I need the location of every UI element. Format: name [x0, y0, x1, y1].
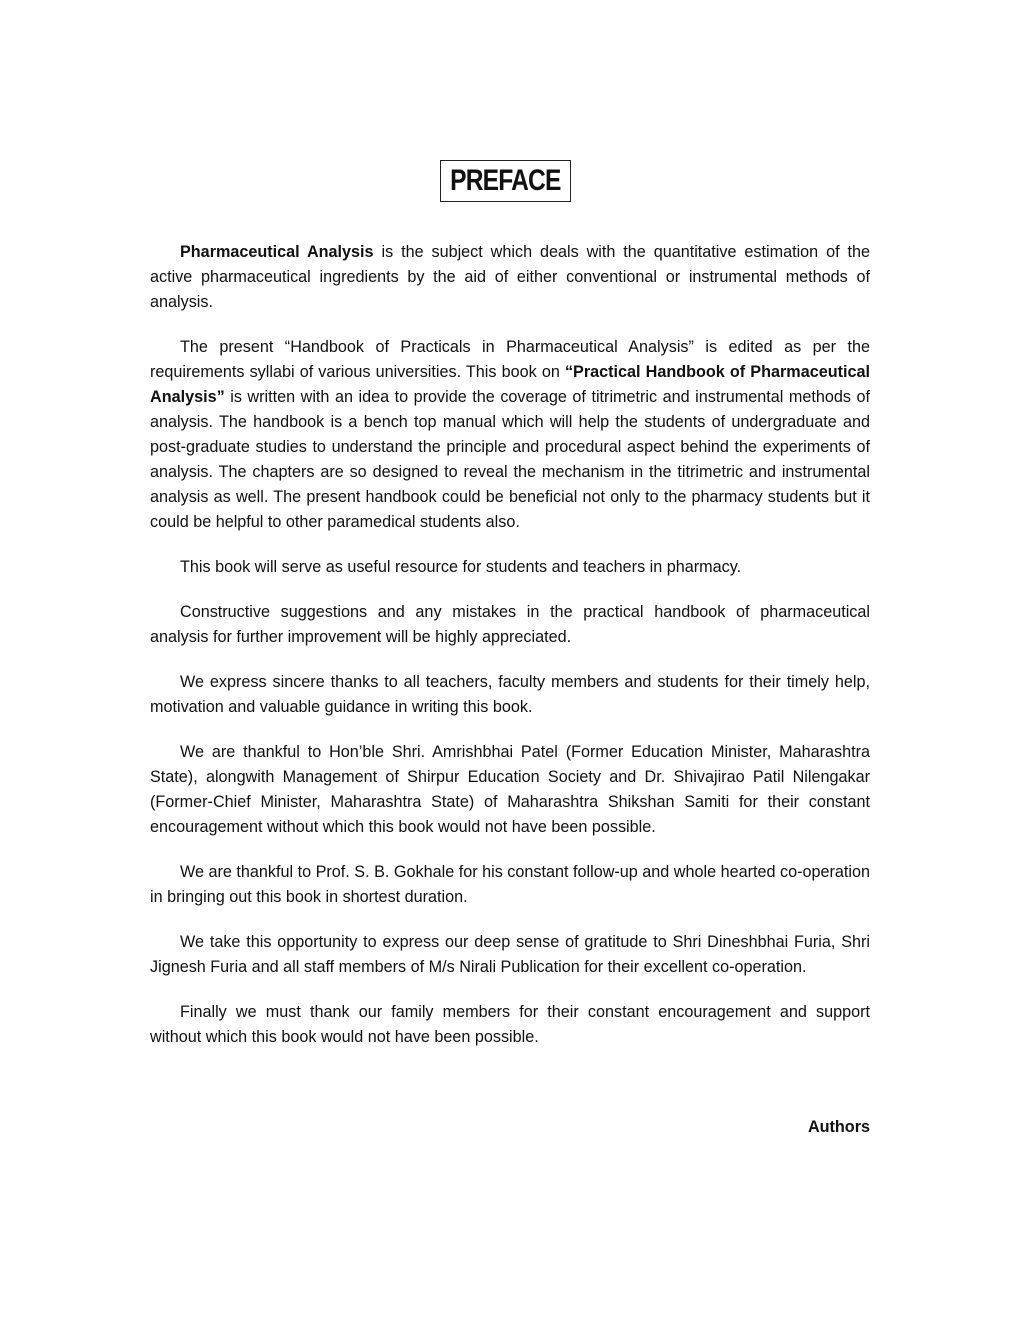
paragraph-text: is the subject which deals with the quantitative estimation of the active pharmaceutical ingredients by the aid of either conventional or instrumental methods of analysis.: [150, 243, 870, 311]
paragraph: [150, 240, 870, 315]
page-title: PREFACE: [450, 164, 561, 197]
paragraph: Constructive suggestions and any mistakes in the practical handbook of pharmaceutical analysis for further improvement will be highly appreciated.: [150, 603, 870, 646]
paragraph-text: is written with an idea to provide the coverage of titrimetric and instrumental methods of analysis. The handbook is a bench top manual which will help the students of undergraduate and post-graduate studies to understand the principle and procedural aspect behind the experiments of analysis. The chapters are so designed to reveal the mechanism in the titrimetric and instrumental analysis as well. The present handbook could be beneficial not only to the pharmacy students but it could be helpful to other paramedical students also.: [150, 388, 870, 531]
paragraph: We are thankful to Hon’ble Shri. Amrishbhai Patel (Former Education Minister, Maharashtra State), alongwith Management of Shirpur Education Society and Dr. Shivajirao Patil Nilengakar (Former-Chief Minister, Maharashtra State) of Maharashtra Shikshan Samiti for their constant encouragement without which this book would not have been possible.: [150, 743, 870, 836]
paragraph: Finally we must thank our family members for their constant encouragement and support without which this book would not have been possible.: [150, 1003, 870, 1046]
bold-book-title: “Practical Handbook of Pharmaceutical Analysis”: [150, 363, 870, 406]
preface-body: [150, 240, 870, 1070]
paragraph: [150, 335, 870, 535]
paragraph: We take this opportunity to express our deep sense of gratitude to Shri Dineshbhai Furia, Shri Jignesh Furia and all staff members of M/s Nirali Publication for their excellent co-operation.: [150, 933, 870, 976]
authors-signature: Authors: [807, 1118, 870, 1136]
paragraph: This book will serve as useful resource for students and teachers in pharmacy.: [180, 558, 742, 576]
bold-term: Pharmaceutical Analysis: [180, 243, 374, 261]
paragraph: We express sincere thanks to all teachers, faculty members and students for their timely help, motivation and valuable guidance in writing this book.: [150, 673, 870, 716]
paragraph-text: The present “Handbook of Practicals in Pharmaceutical Analysis” is edited as per the requirements syllabi of various universities. This book on: [150, 338, 870, 381]
paragraph: We are thankful to Prof. S. B. Gokhale for his constant follow-up and whole hearted co-operation in bringing out this book in shortest duration.: [150, 863, 870, 906]
title-box: [440, 160, 571, 202]
